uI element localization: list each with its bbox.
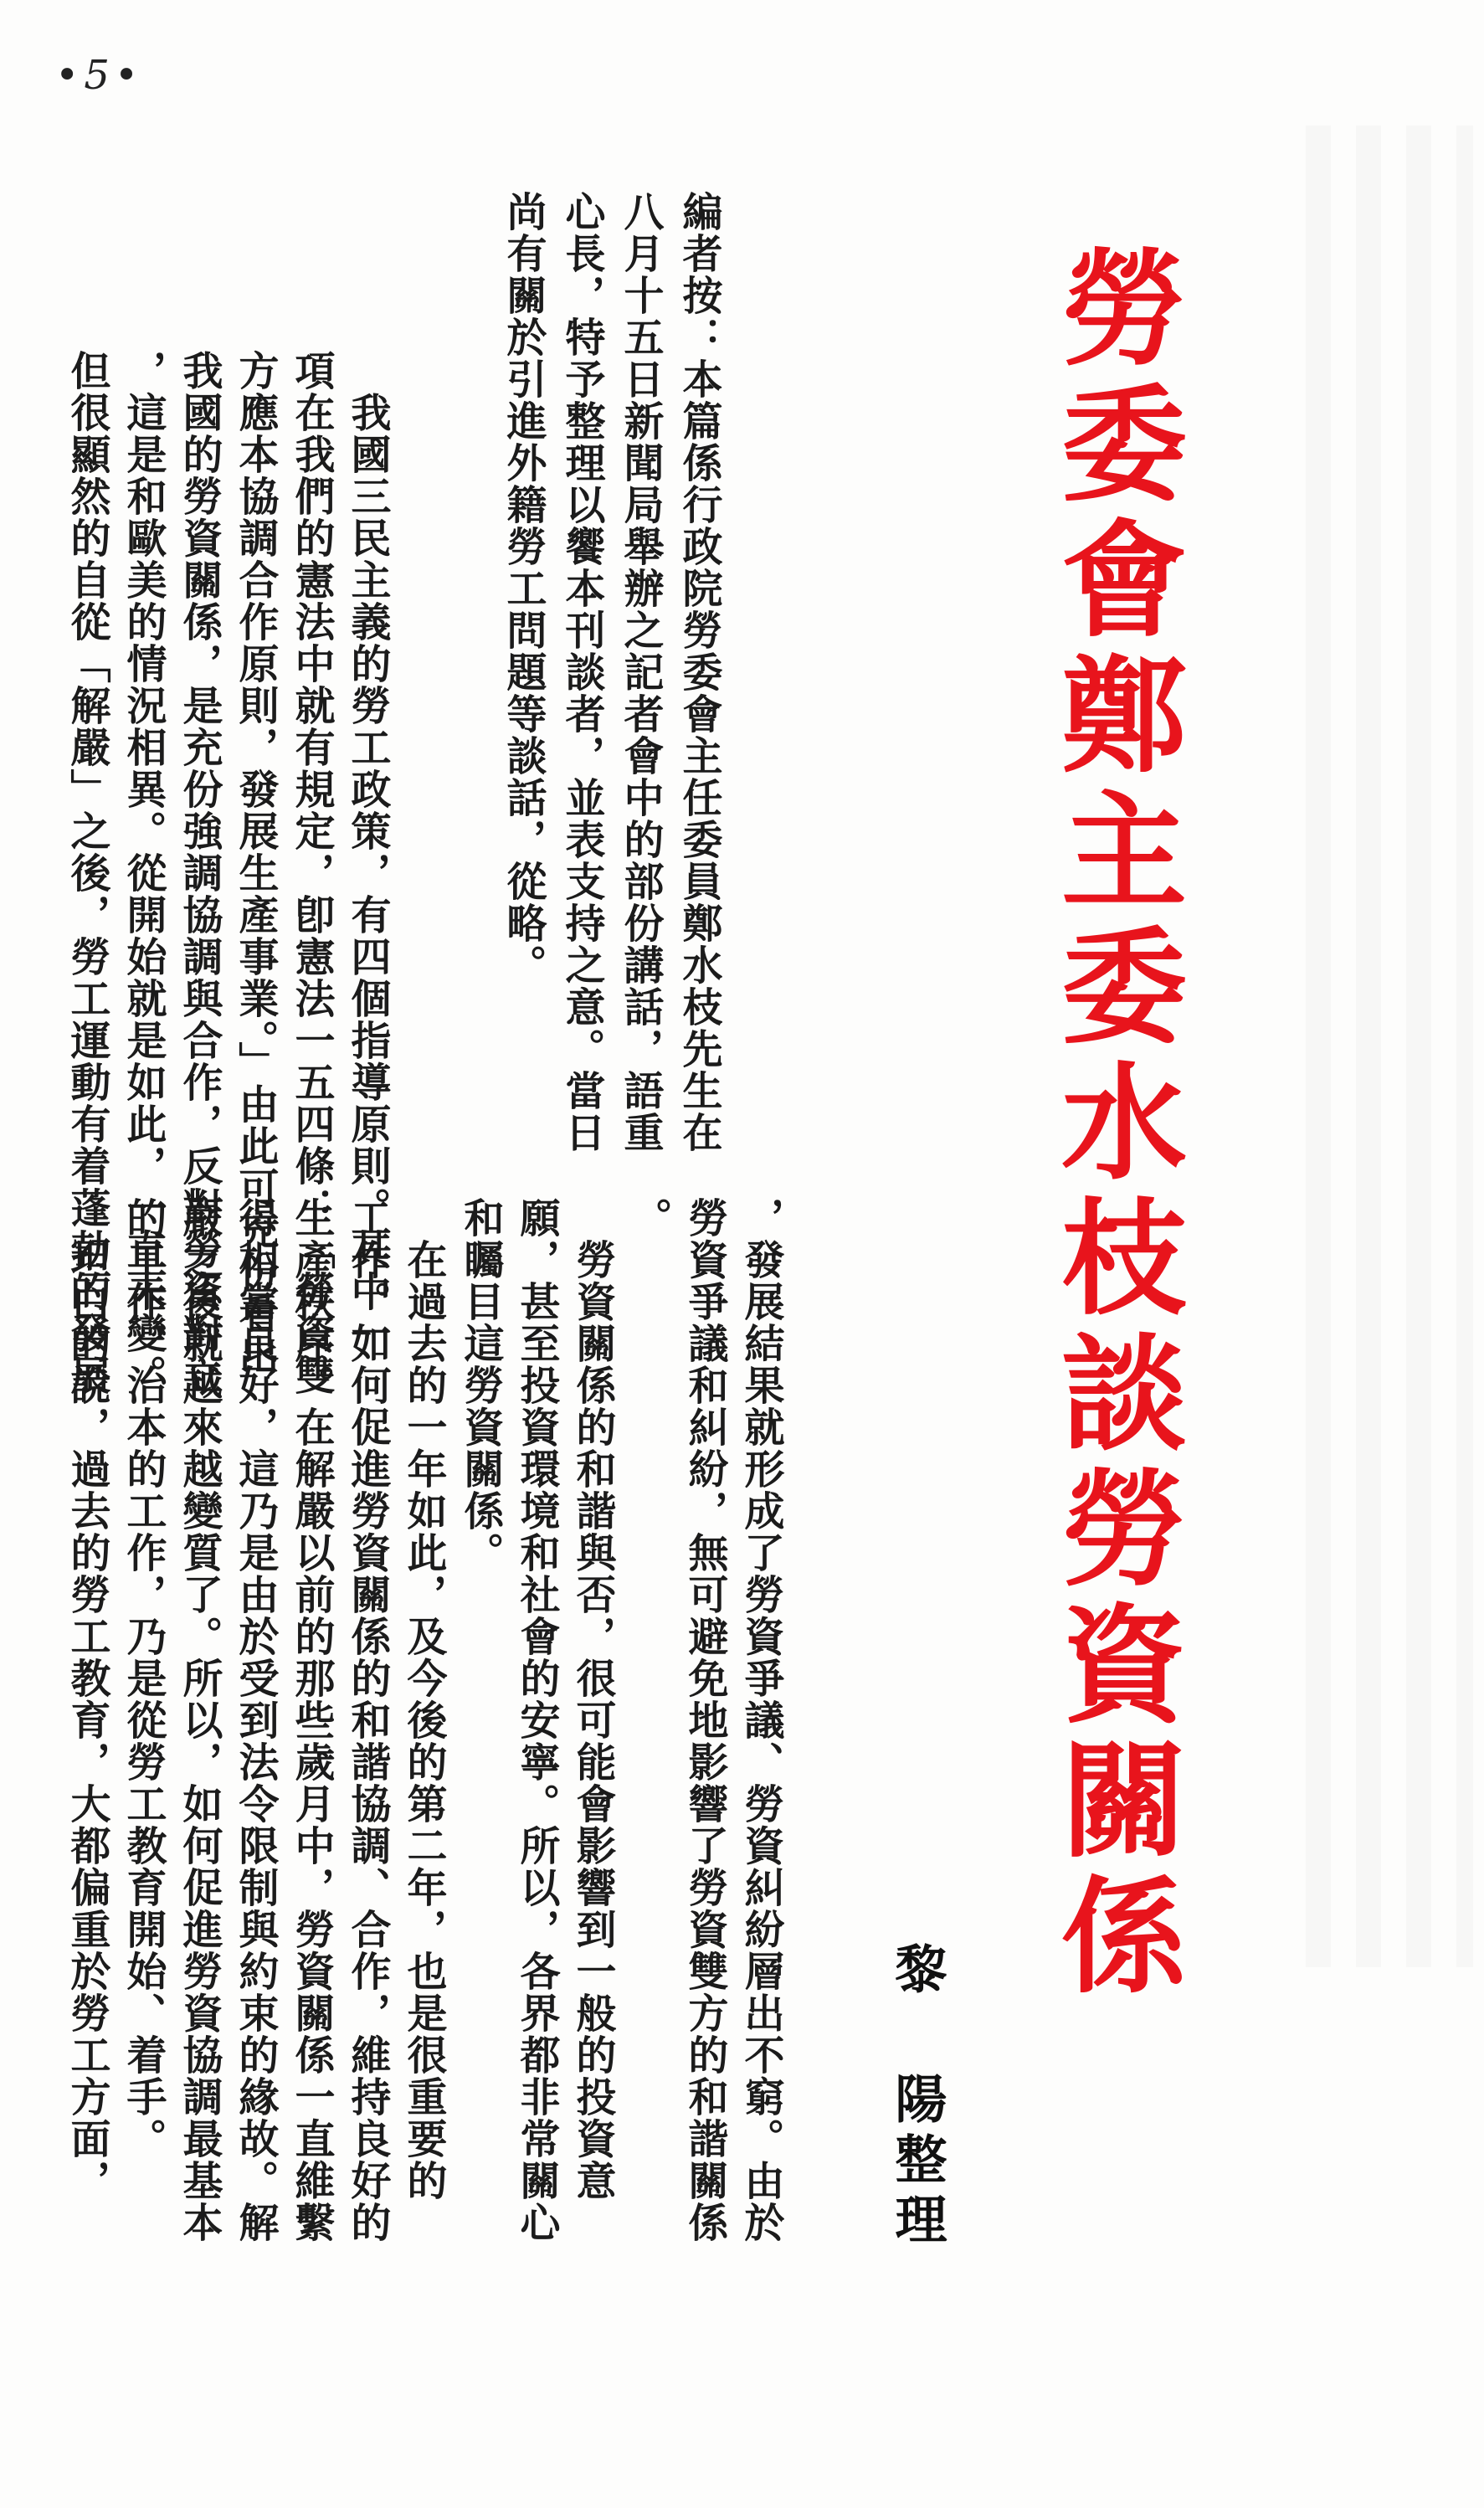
body-paragraph-lower-right bbox=[452, 1197, 788, 2243]
page-number: •5• bbox=[55, 52, 144, 99]
body-line: 工作。如何促進勞資關係的和諧協調、合作，維持良好的 bbox=[344, 1197, 391, 2243]
body-line: 坦白的說，過去的勞工教育，大都偏重於勞工方面， bbox=[64, 1197, 110, 2202]
body-line: 生產秩序。在解嚴以前的那些歲月中，勞資關係一直維繫 bbox=[288, 1197, 335, 2243]
body-line: 。 bbox=[625, 1197, 672, 1239]
body-line: 我國的勞資關係，是充份強調協調與合作，反對勞資對立 bbox=[176, 350, 223, 1396]
body-line: 但很顯然的自從「解嚴」之後，勞工運動有着蓬勃的發展 bbox=[64, 350, 110, 1396]
body-line: 和矚目這勞資關係。 bbox=[457, 1197, 504, 1574]
body-line: 在過去的一年如此，及今後的第二年，也是很重要的 bbox=[400, 1197, 447, 2202]
body-line: 嚴之後就越來越變質了。所以，如何促進勞資協調最基本 bbox=[176, 1197, 223, 2243]
body-line: 願，甚至投資環境和社會的安寧。所以，各界都非常關心 bbox=[513, 1197, 560, 2243]
body-paragraph-lower-left bbox=[59, 1197, 451, 2243]
article-author: 黎 陽整理 bbox=[886, 1942, 947, 2253]
body-line: ，這是和歐美的情況相異。從開始就是如此，一直未變。 bbox=[120, 350, 167, 1396]
body-line: 勞資爭議和糾紛，無可避免地影響了勞資雙方的和諧關係 bbox=[681, 1197, 728, 2243]
body-paragraph-upper bbox=[59, 350, 395, 1396]
body-line: 方應本協調合作原則，發展生產事業。」由此可充份看出 bbox=[232, 350, 279, 1376]
body-line: 勞資關係的和諧與否，很可能會影響到一般的投資意 bbox=[569, 1197, 616, 2202]
body-line: 得相當良好，這乃是由於受到法令限制與約束的緣故。解 bbox=[232, 1197, 279, 2243]
article-title: 勞委會鄭主委水枝談勞資關係 bbox=[1040, 243, 1187, 2006]
body-line: 我國三民主義的勞工政策，有四個指導原則。其中一 bbox=[344, 350, 391, 1354]
editor-note bbox=[494, 191, 728, 1154]
body-line: 項在我們的憲法中就有規定，卽憲法一五四條：「勞資雙 bbox=[288, 350, 335, 1396]
show-through-texture bbox=[1306, 126, 1473, 1967]
body-line: 的工作，治本的工作，乃是從勞工教育開始、着手。 bbox=[120, 1197, 167, 2160]
editor-note-line: 八月十五日新聞局舉辦之記者會中的部份講話，語重 bbox=[617, 191, 664, 1154]
body-line: ，發展結果就形成了勞資爭議、勞資糾紛層出不窮。由於 bbox=[737, 1197, 784, 2243]
editor-note-line: 心長，特予整理以饗本刊談者，並表支持之意。當日 bbox=[558, 191, 605, 1154]
editor-note-line: 尚有關於引進外籍勞工問題等談話，從略。 bbox=[500, 191, 547, 986]
editor-note-line: 編者按：本篇係行政院勞委會主任委員鄭水枝先生在 bbox=[675, 191, 722, 1154]
